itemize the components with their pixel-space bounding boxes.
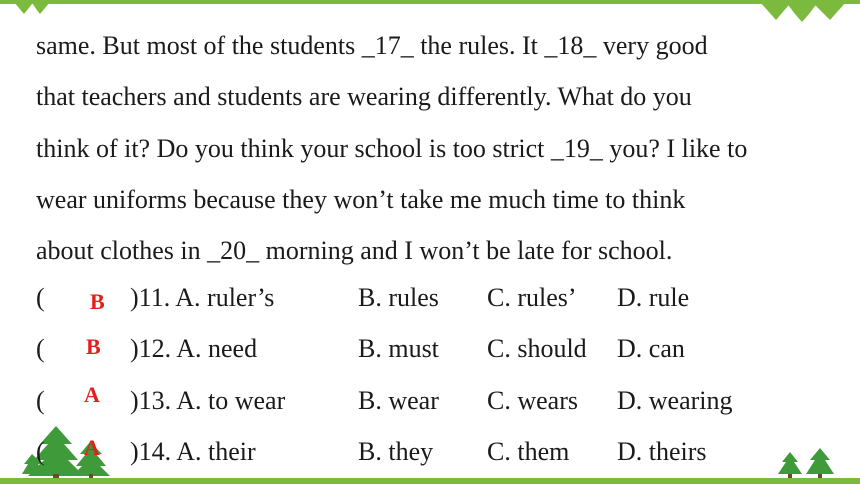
question-option-d: D. can [617,334,685,363]
question-row-12 [36,329,836,369]
passage-line: that teachers and students are wearing differently. What do you [36,82,692,112]
question-option-c: C. rules’ [487,283,577,312]
passage-line: same. But most of the students _17_ the rules. It _18_ very good [36,31,708,60]
question-option-d: D. theirs [617,437,707,466]
question-option-a: )13. A. to wear [130,386,286,415]
question-option-b: B. must [358,334,439,363]
question-option-b: B. wear [358,386,439,415]
question-option-b: B. they [358,437,434,466]
question-option-c: C. should [487,334,587,363]
bottom-green-band [0,478,860,484]
paren-open: ( [36,283,45,312]
question-option-d: D. rule [617,283,690,312]
passage-text [36,20,836,276]
question-row-11 [36,278,836,318]
paren-open: ( [36,437,45,466]
passage-line: think of it? Do you think your school is too strict _19_ you? I like to [36,133,748,163]
answer-mark: A [84,382,100,407]
question-row-13 [36,381,836,421]
question-row-14 [36,432,836,472]
question-option-c: C. them [487,437,570,466]
paren-open: ( [36,386,45,415]
passage-line: wear uniforms because they won’t take me much time to think [36,184,686,214]
tree-icon [776,446,836,480]
question-option-c: C. wears [487,386,578,415]
question-option-d: D. wearing [617,386,733,415]
answer-mark: A [84,435,100,460]
top-green-band [0,0,860,4]
answer-mark: B [90,289,105,314]
passage-line: about clothes in _20_ morning and I won’t be late for school. [36,236,673,266]
leaf-icon [12,0,58,16]
question-option-a: )14. A. their [130,437,256,466]
question-option-b: B. rules [358,283,439,312]
question-option-a: )11. A. ruler’s [130,283,275,312]
paren-open: ( [36,334,45,363]
question-option-a: )12. A. need [130,334,258,363]
answer-mark: B [86,334,101,359]
